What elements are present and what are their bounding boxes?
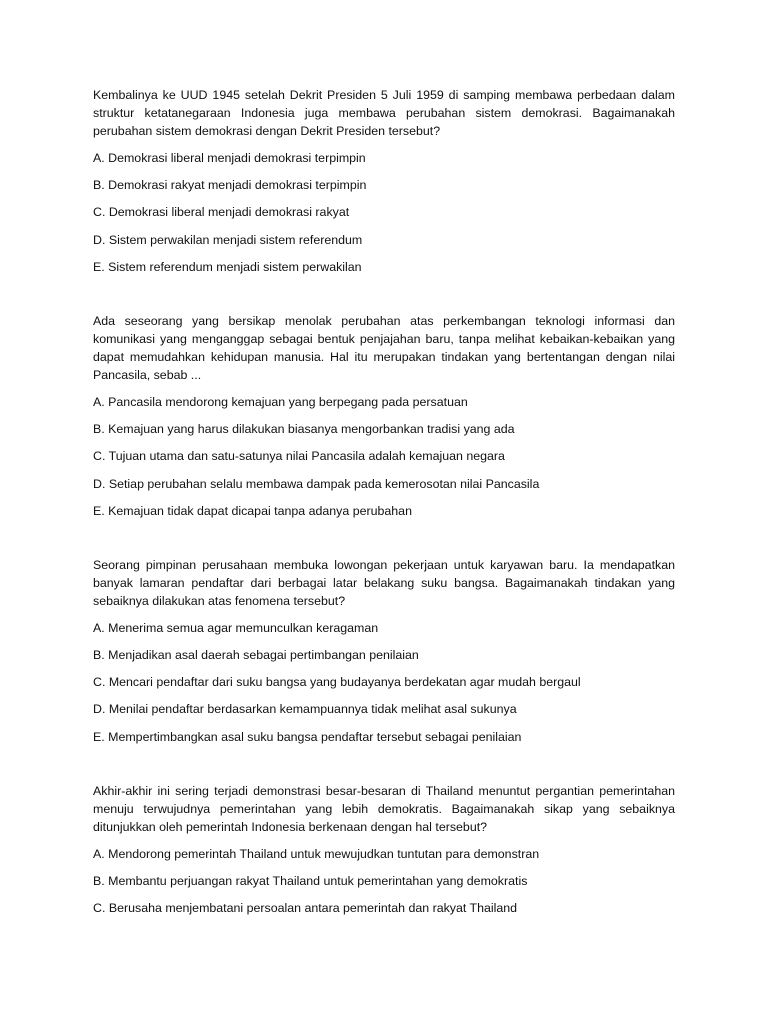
answer-option-b: B. Demokrasi rakyat menjadi demokrasi terpimpin <box>93 178 367 193</box>
answer-option-b: B. Menjadikan asal daerah sebagai pertimbangan penilaian <box>93 648 419 663</box>
answer-option-c: C. Berusaha menjembatani persoalan antara pemerintah dan rakyat Thailand <box>93 901 518 916</box>
answer-option-d: D. Menilai pendaftar berdasarkan kemampuannya tidak melihat asal sukunya <box>93 702 517 717</box>
question-stem: Ada seseorang yang bersikap menolak perubahan atas perkembangan teknologi informasi dan komunikasi yang menganggap sebagai bentuk penjajahan baru, tanpa melihat kebaikan-kebaikan yang dapat memudahkan kehidupan manusia. Hal itu merupakan tindakan yang bertentangan dengan nilai Pancasila, sebab ... <box>93 313 675 382</box>
answer-option-c: C. Tujuan utama dan satu-satunya nilai Pancasila adalah kemajuan negara <box>93 449 505 464</box>
answer-option-e: E. Kemajuan tidak dapat dicapai tanpa adanya perubahan <box>93 503 412 518</box>
question-2 <box>93 312 675 520</box>
answer-option-d: D. Sistem perwakilan menjadi sistem referendum <box>93 232 363 247</box>
question-4 <box>93 782 675 917</box>
question-stem: Kembalinya ke UUD 1945 setelah Dekrit Presiden 5 Juli 1959 di samping membawa perbedaan dalam struktur ketatanegaraan Indonesia juga membawa perubahan sistem demokrasi. Bagaimanakah perubahan sistem demokrasi dengan Dekrit Presiden tersebut? <box>93 88 675 138</box>
question-spacer <box>93 285 675 312</box>
answer-option-d: D. Setiap perubahan selalu membawa dampak pada kemerosotan nilai Pancasila <box>93 476 540 491</box>
question-stem: Akhir-akhir ini sering terjadi demonstrasi besar-besaran di Thailand menuntut pergantian pemerintahan menuju terwujudnya pemerintahan yang lebih demokratis. Bagaimanakah sikap yang sebaiknya ditunjukkan oleh pemerintah Indonesia berkenaan dengan hal tersebut? <box>93 783 675 834</box>
question-3 <box>93 556 675 746</box>
answer-option-a: A. Menerima semua agar memunculkan keragaman <box>93 620 379 635</box>
question-stem: Seorang pimpinan perusahaan membuka lowongan pekerjaan untuk karyawan baru. Ia mendapatkan banyak lamaran pendaftar dari berbagai latar belakang suku bangsa. Bagaimanakah tindakan yang sebaiknya dilakukan atas fenomena tersebut? <box>93 557 675 608</box>
answer-option-c: C. Demokrasi liberal menjadi demokrasi rakyat <box>93 205 350 220</box>
question-1 <box>93 86 675 276</box>
answer-option-e: E. Sistem referendum menjadi sistem perwakilan <box>93 259 362 274</box>
answer-option-a: A. Demokrasi liberal menjadi demokrasi terpimpin <box>93 151 366 165</box>
question-spacer <box>93 755 675 782</box>
answer-option-a: A. Mendorong pemerintah Thailand untuk mewujudkan tuntutan para demonstran <box>93 846 540 861</box>
answer-option-a: A. Pancasila mendorong kemajuan yang berpegang pada persatuan <box>93 394 468 409</box>
question-spacer <box>93 529 675 556</box>
answer-option-b: B. Membantu perjuangan rakyat Thailand untuk pemerintahan yang demokratis <box>93 874 528 888</box>
answer-option-e: E. Mempertimbangkan asal suku bangsa pendaftar tersebut sebagai penilaian <box>93 729 522 744</box>
answer-option-b: B. Kemajuan yang harus dilakukan biasanya mengorbankan tradisi yang ada <box>93 422 515 437</box>
document-page <box>93 86 675 926</box>
answer-option-c: C. Mencari pendaftar dari suku bangsa yang budayanya berdekatan agar mudah bergaul <box>93 675 581 690</box>
